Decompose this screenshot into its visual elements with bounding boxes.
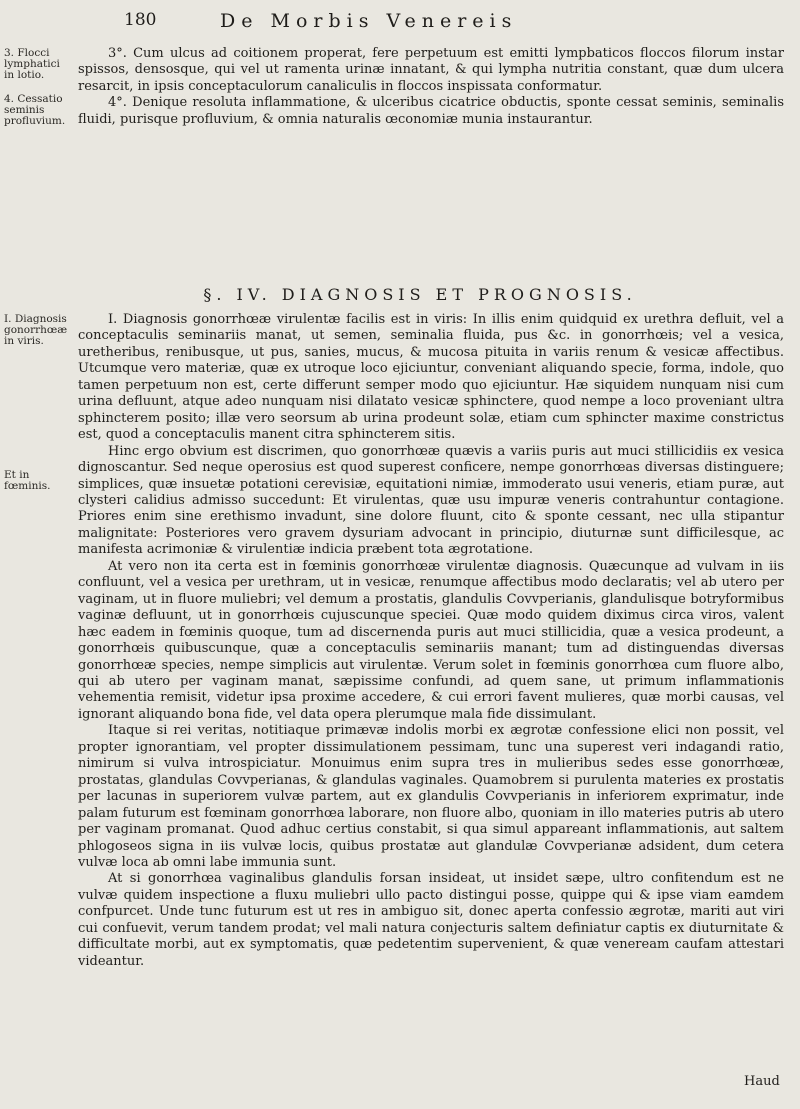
- margin-note: Et in fœminis.: [4, 469, 51, 492]
- diagnosis-paragraph: I. Diagnosis gonorrhœæ virulentæ facilis est in viris: In illis enim quidquid ex urethra defluit, vel a conceptaculis seminariis manat, ut semen, seminalia fluida, pus &c. in gonorrhœis; vel a vesica, uretheribus, renibusque, ut pus, sanies, mucus, & mucosa pituita in variis renum & vesicæ affectibus. Utcumque vero materiæ, quæ ex utroque loco ejiciuntur, conveniant aliquando specie, forma, indole, quo tamen perpetuum non est, certe differunt semper modo quo ejiciuntur. Hæ siquidem nunquam nisi cum urina defluunt, atque adeo nunquam nisi dilatato vesicæ sphinctere, quod nempe a loco proveniant ultra sphincterem posito; illæ vero seorsum ab urina prodeunt solæ, etiam cum sphincter maxime constrictus est, quod a conceptaculis manent citra sphincterem sitis.: [78, 312, 784, 443]
- page-header: [0, 10, 800, 36]
- paragraph-item-3: 3°. Cum ulcus ad coitionem properat, fere perpetuum est emitti lympbaticos floccos filorum instar spissos, densosque, qui vel ut ramenta urinæ innatant, & qui lympha nutritia constant, quæ dum ulcera resarcit, in ipsis conceptaculorum canaliculis in floccos inspissata conformatur.: [78, 46, 784, 94]
- catchword: Haud: [744, 1074, 780, 1089]
- running-head: De Morbis Venereis: [220, 10, 518, 32]
- paragraph-item-4: 4°. Denique resoluta inflammatione, & ulceribus cicatrice obductis, sponte cessat seminis, seminalis fluidi, purisque profluvium, & omnia naturalis œconomiæ munia instaurantur.: [78, 95, 784, 127]
- text-block-main: [78, 312, 784, 970]
- page-number: 180: [124, 10, 157, 30]
- diagnosis-paragraph: Itaque si rei veritas, notitiaque primævæ indolis morbi ex ægrotæ confessione elici non possit, vel propter ignorantiam, vel propter dissimulationem pessimam, tunc una superest veri indagandi ratio, nimirum si vulva introspiciatur. Monuimus enim supra tres in mulieribus sedes esse gonorrhœæ, prostatas, glandulas Covvperianas, & glandulas vaginales. Quamobrem si purulenta materies ex prostatis per lacunas in superiorem vulvæ partem, aut ex glandulis Covvperianis in inferiorem exprimatur, inde palam futurum est fœminam gonorrhœa laborare, non fluore albo, quoniam in illo materies putris ab utero per vaginam promanat. Quod adhuc certius constabit, si qua simul appareant inflammationis, aut saltem phlogoseos signa in iis vulvæ locis, quibus prostatæ aut glandulæ Covvperianæ adsident, dum cetera vulvæ loca ab omni labe immunia sunt.: [78, 723, 784, 870]
- diagnosis-paragraph: At vero non ita certa est in fœminis gonorrhœæ virulentæ diagnosis. Quæcunque ad vulvam in iis confluunt, vel a vesica per urethram, ut in vesicæ, renumque affectibus modo declaratis; vel ab utero per vaginam, ut in fluore muliebri; vel demum a prostatis, glandulis Covvperianis, glandulisque botryformibus vaginæ defluunt, ut in gonorrhœis cujuscunque speciei. Quæ modo quidem diximus circa viros, valent hæc eadem in fœminis quoque, tum ad discernenda puris aut muci stillicidia, quæ a vesica prodeunt, a gonorrhœis quibuscunque, quæ a conceptaculis seminariis manant; tum ad distinguendas diversas gonorrhœæ species, nempe simplicis aut virulentæ. Verum solet in fœminis gonorrhœa cum fluore albo, qui ab utero per vaginam manat, sæpissime confundi, ad quem sane, ut primum inflammationis vehementia remisit, videtur ipsa proxime accedere, & cui errori favent mulieres, quæ morbi causas, vel ignorant aliquando bona fide, vel data opera plerumque mala fide dissimulant.: [78, 558, 784, 722]
- diagnosis-paragraph: At si gonorrhœa vaginalibus glandulis forsan insideat, ut insidet sæpe, ultro confitendum est ne vulvæ quidem inspectione a fluxu muliebri ullo pacto distingui posse, quippe qui & ipse viam eamdem confpurcet. Unde tunc futurum est ut res in ambiguo sit, donec aperta confessio ægrotæ, mariti aut viri cui confuevit, verum tandem prodat; vel mali natura conjecturis saltem definiatur captis ex diuturnitate & difficultate morbi, aut ex symptomatis, quæ pedetentim supervenient, & quæ veneream caufam attestari videantur.: [78, 871, 784, 969]
- margin-note: I. Diagnosis gonorrhœæ in viris.: [4, 313, 68, 347]
- margin-note: 4. Cessatio seminis profluvium.: [4, 93, 66, 127]
- diagnosis-paragraph: Hinc ergo obvium est discrimen, quo gonorrhœæ quævis a variis puris aut muci stillicidiis ex vesica dignoscantur. Sed neque operosius est quod superest conficere, nempe gonorrhœas diversas distinguere; simplices, quæ insuetæ potationi cerevisiæ, equitationi nimiæ, immoderato usui veneris, etiam puræ, aut clysteri calidius admisso succedunt: Et virulentas, quæ usu impuræ veneris contrahuntur contagione. Priores enim sine erethismo invadunt, sine dolore fluunt, cito & sponte cessant, nec ulla stipantur malignitate: Posteriores vero gravem dysuriam advocant in principio, diuturnæ sunt difficilesque, ac manifesta acrimoniæ & virulentiæ indicia præbent tota ægrotatione.: [78, 443, 784, 558]
- section-heading: §. IV. DIAGNOSIS ET PROGNOSIS.: [203, 285, 637, 304]
- text-block-top: [78, 46, 784, 128]
- margin-note: 3. Flocci lymphatici in lotio.: [4, 47, 60, 81]
